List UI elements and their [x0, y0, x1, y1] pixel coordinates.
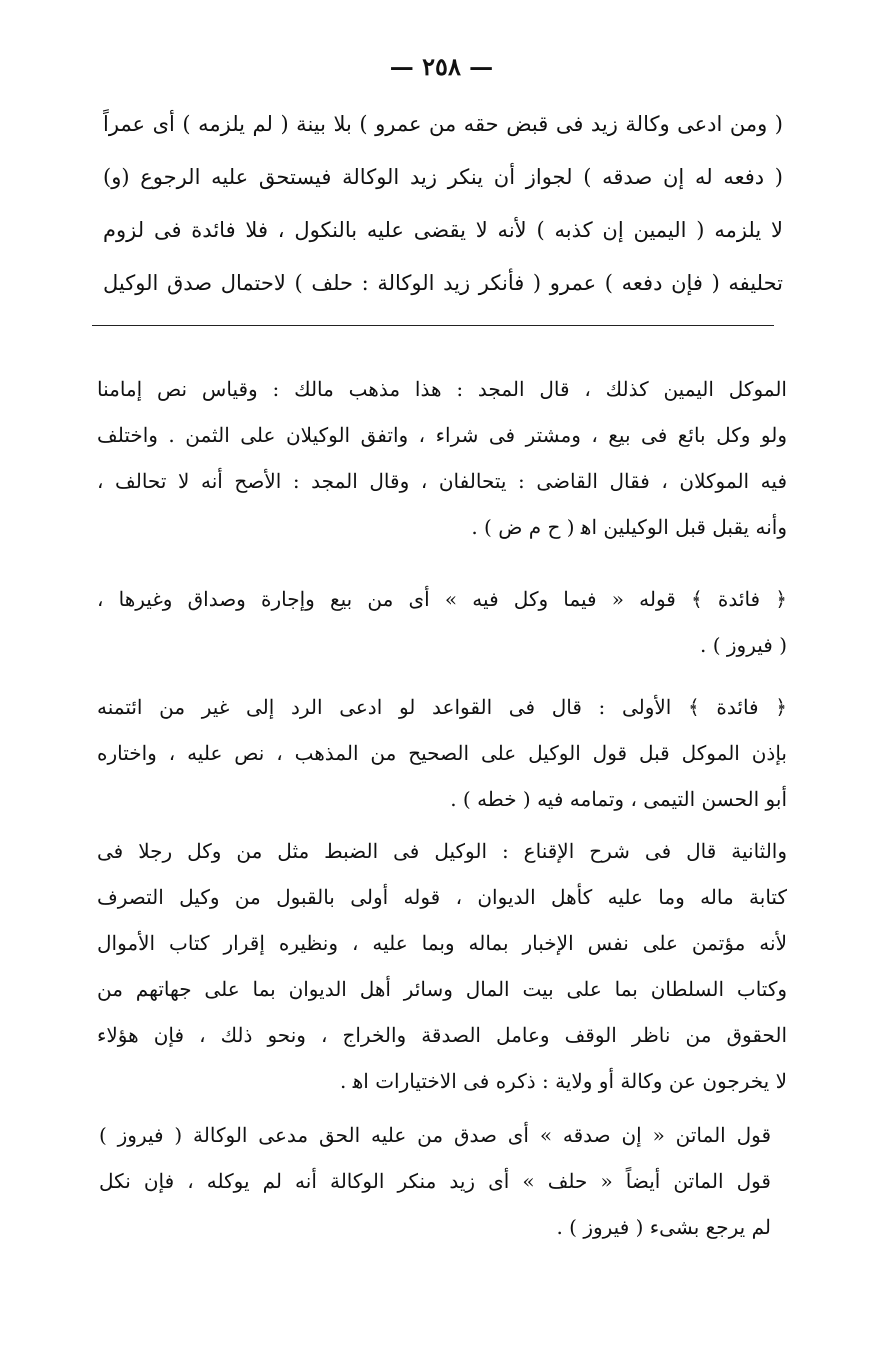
page-number: — ٢٥٨ —: [389, 52, 494, 81]
footnote-line: بإذن الموكل قبل قول الوكيل على الصحيح من المذهب ، نص عليه ، واختاره: [97, 741, 787, 765]
footnote-line: الموكل اليمين كذلك ، قال المجد : هذا مذهب مالك : وقياس نص إمامنا: [97, 377, 787, 401]
main-text-line: ( ومن ادعى وكالة زيد فى قبض حقه من عمرو ) بلا بينة ( لم يلزمه ) أى عمراً: [103, 112, 783, 136]
footnote-line: قول الماتن أيضاً « حلف » أى زيد منكر الوكالة أنه لم يوكله ، فإن نكل: [99, 1169, 771, 1193]
footnote-line: فيه الموكلان ، فقال القاضى : يتحالفان ، وقال المجد : الأصح أنه لا تحالف ،: [97, 469, 787, 493]
footnote-line: ﴿ فائدة ﴾ قوله « فيما وكل فيه » أى من بيع وإجارة وصداق وغيرها ،: [97, 587, 787, 611]
footnote-3: [97, 684, 787, 822]
footnote-1: [97, 366, 787, 550]
footnote-line: وأنه يقبل قبل الوكيلين اﻫ ( ح م ض ) .: [471, 515, 787, 539]
footnote-line: ( فيروز ) .: [700, 633, 787, 657]
footnote-line: الحقوق من ناظر الوقف وعامل الصدقة والخراج ، ونحو ذلك ، فإن هؤلاء: [97, 1023, 787, 1047]
main-text-line: ( دفعه له إن صدقه ) لجواز أن ينكر زيد الوكالة فيستحق عليه الرجوع (و): [103, 165, 783, 189]
main-text-line: لا يلزمه ( اليمين إن كذبه ) لأنه لا يقضى عليه بالنكول ، فلا فائدة فى لزوم: [103, 218, 783, 242]
footnote-separator: [92, 325, 774, 326]
footnote-line: وكتاب السلطان بما على بيت المال وسائر أهل الديوان بما على جهاتهم من: [97, 977, 787, 1001]
footnote-line: كتابة ماله وما عليه كأهل الديوان ، قوله أولى بالقبول من وكيل التصرف: [97, 885, 787, 909]
footnote-line: لا يخرجون عن وكالة أو ولاية : ذكره فى الاختيارات اﻫ .: [340, 1069, 787, 1093]
footnote-line: ﴿ فائدة ﴾ الأولى : قال فى القواعد لو ادعى الرد إلى غير من ائتمنه: [97, 695, 787, 719]
footnote-2: [97, 576, 787, 668]
footnote-line: ولو وكل بائع فى بيع ، ومشتر فى شراء ، واتفق الوكيلان على الثمن . واختلف: [97, 423, 787, 447]
footnote-line: لأنه مؤتمن على نفس الإخبار بماله وبما عليه ، ونظيره إقرار كتاب الأموال: [97, 931, 787, 955]
main-text-block: [103, 98, 783, 310]
footnote-line: لم يرجع بشىء ( فيروز ) .: [556, 1215, 771, 1239]
footnote-4: [97, 828, 787, 1104]
footnote-line: والثانية قال فى شرح الإقناع : الوكيل فى الضبط مثل من وكل رجلا فى: [97, 839, 787, 863]
main-text-line: تحليفه ( فإن دفعه ) عمرو ( فأنكر زيد الوكالة : حلف ) لاحتمال صدق الوكيل: [103, 271, 783, 295]
footnote-line: قول الماتن « إن صدقه » أى صدق من عليه الحق مدعى الوكالة ( فيروز ): [99, 1123, 771, 1147]
footnote-line: أبو الحسن التيمى ، وتمامه فيه ( خطه ) .: [450, 787, 787, 811]
footnote-5: [99, 1112, 771, 1250]
